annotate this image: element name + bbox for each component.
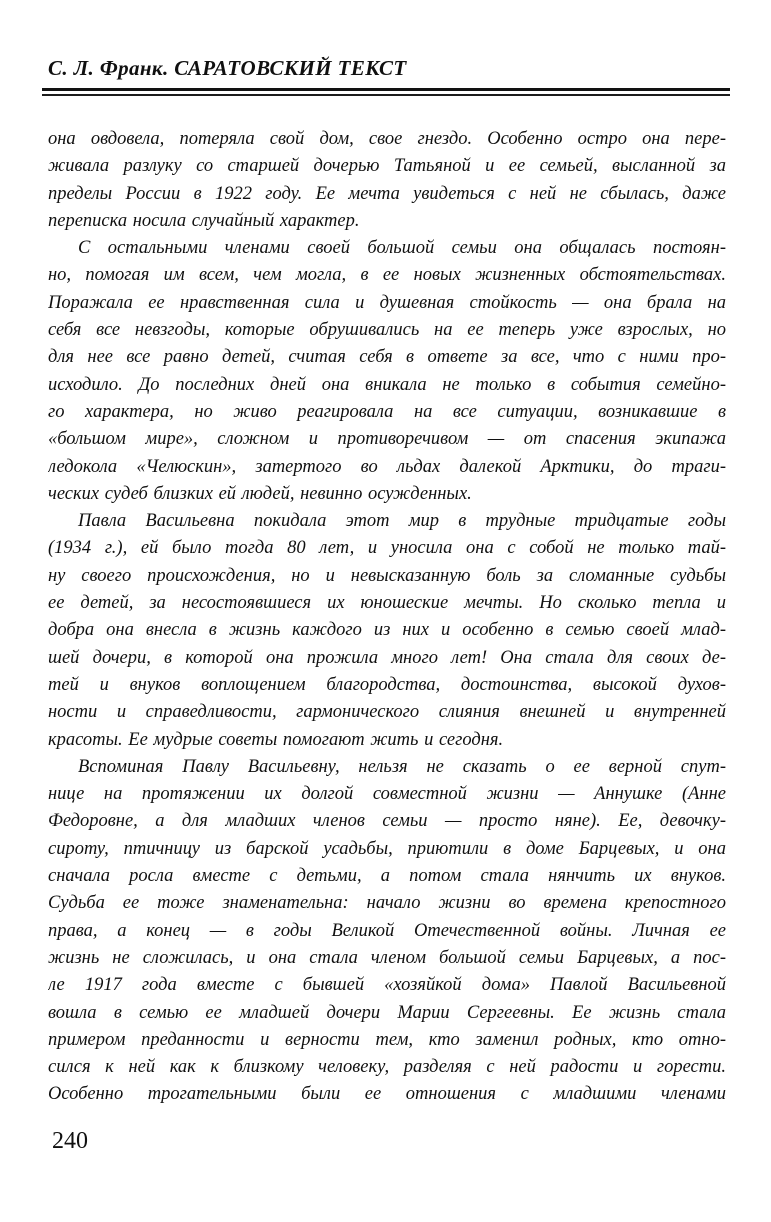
text-line: С остальными членами своей большой семьи она общалась постоян-	[78, 238, 726, 259]
text-line: Федоровне, а для младших членов семьи — просто няне). Ее, девочку-	[48, 811, 726, 832]
text-line: Особенно трогательными были ее отношения с младшими членами	[48, 1084, 726, 1105]
text-line: пределы России в 1922 году. Ее мечта увидеться с ней не сбылась, даже	[48, 183, 726, 204]
text-line: но, помогая им всем, чем могла, в ее новых жизненных обстоятельствах.	[48, 265, 726, 286]
page-number: 240	[52, 1128, 88, 1154]
text-line: ности и справедливости, гармонического слияния внешней и внутренней	[48, 702, 726, 723]
text-line: шей дочери, в которой она прожила много лет! Она стала для своих де-	[48, 647, 726, 668]
text-line: живала разлуку со старшей дочерью Татьяной и ее семьей, высланной за	[48, 156, 726, 177]
text-line: ледокола «Челюскин», затертого во льдах далекой Арктики, до траги-	[48, 456, 726, 477]
text-line: (1934 г.), ей было тогда 80 лет, и уносила она с собой не только тай-	[48, 538, 726, 559]
text-line: сился к ней как к близкому человеку, разделяя с ней радости и горести.	[48, 1057, 726, 1078]
header-rule-thin	[42, 94, 730, 96]
text-line: вошла в семью ее младшей дочери Марии Сергеевны. Ее жизнь стала	[48, 1002, 726, 1023]
text-line: ческих судеб близких ей людей, невинно осужденных.	[48, 483, 472, 504]
text-line: добра она внесла в жизнь каждого из них и особенно в семью своей млад-	[48, 620, 726, 641]
text-line: го характера, но живо реагировала на все ситуации, возникавшие в	[48, 401, 726, 422]
header-rule-thick	[42, 88, 730, 91]
text-line: жизнь не сложилась, и она стала членом большой семьи Барцевых, а пос-	[48, 947, 726, 968]
text-line: сначала росла вместе с детьми, а потом стала нянчить их внуков.	[48, 866, 726, 887]
text-line: Поражала ее нравственная сила и душевная стойкость — она брала на	[48, 292, 726, 313]
running-header: С. Л. Франк. САРАТОВСКИЙ ТЕКСТ	[48, 56, 407, 80]
text-line: ее детей, за несостоявшиеся их юношеские мечты. Но сколько тепла и	[48, 593, 726, 614]
text-line: исходило. До последних дней она вникала не только в события семейно-	[48, 374, 726, 395]
text-block	[48, 126, 726, 1109]
text-line: ле 1917 года вместе с бывшей «хозяйкой дома» Павлой Васильевной	[48, 975, 726, 996]
text-line: Вспоминая Павлу Васильевну, нельзя не сказать о ее верной спут-	[78, 756, 726, 777]
text-line: тей и внуков воплощением благородства, достоинства, высокой духов-	[48, 674, 726, 695]
text-line: для нее все равно детей, считая себя в ответе за все, что с ними про-	[48, 347, 726, 368]
text-line: нице на протяжении их долгой совместной жизни — Аннушке (Анне	[48, 784, 726, 805]
text-line: примером преданности и верности тем, кто заменил родных, кто отно-	[48, 1029, 726, 1050]
text-line: сироту, птичницу из барской усадьбы, приютили в доме Барцевых, и она	[48, 838, 726, 859]
text-line: права, а конец — в годы Великой Отечественной войны. Личная ее	[48, 920, 726, 941]
text-line: ну своего происхождения, но и невысказанную боль за сломанные судьбы	[48, 565, 726, 586]
text-line: Павла Васильевна покидала этот мир в трудные тридцатые годы	[78, 511, 726, 532]
text-line: Судьба ее тоже знаменательна: начало жизни во времена крепостного	[48, 893, 726, 914]
text-line: «большом мире», сложном и противоречивом — от спасения экипажа	[48, 429, 726, 450]
text-line: переписка носила случайный характер.	[48, 210, 360, 231]
text-line: красоты. Ее мудрые советы помогают жить и сегодня.	[48, 729, 504, 750]
text-line: себя все невзгоды, которые обрушивались на ее теперь уже взрослых, но	[48, 320, 726, 341]
text-line: она овдовела, потеряла свой дом, свое гнездо. Особенно остро она пере-	[48, 129, 726, 149]
